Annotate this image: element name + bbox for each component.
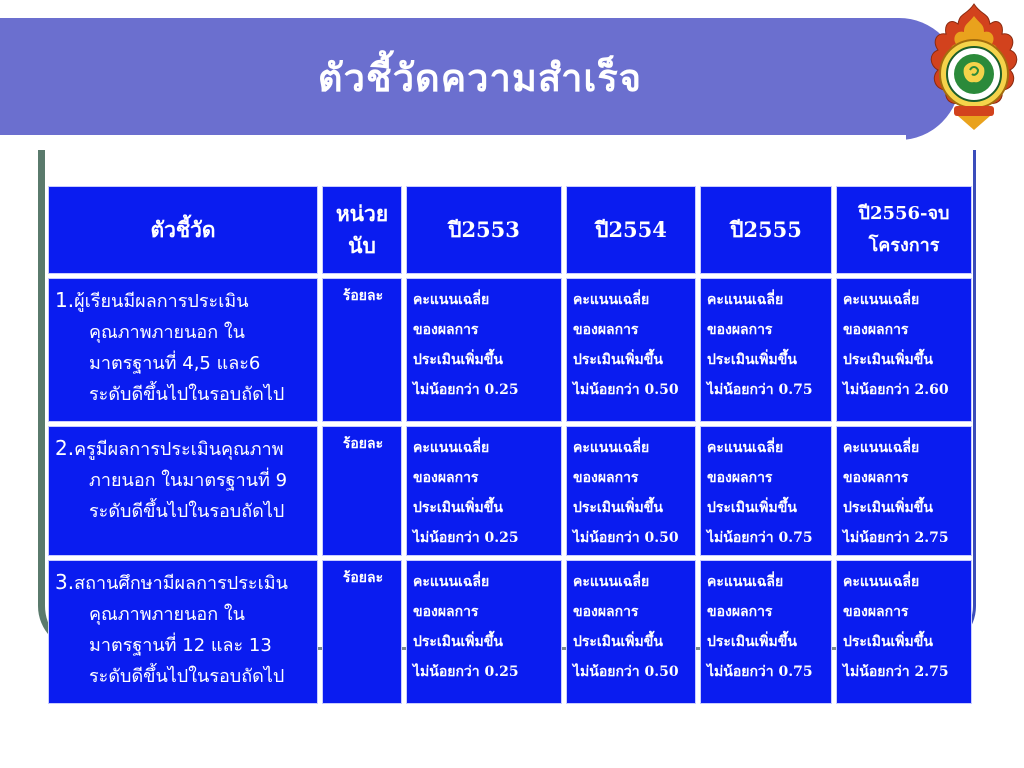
unit-cell: ร้อยละ bbox=[322, 560, 402, 704]
target-line: ไม่น้อยกว่า 0.50 bbox=[573, 382, 679, 398]
target-cell-2553 bbox=[406, 560, 562, 704]
target-line: ประเมินเพิ่มขึ้น bbox=[413, 500, 503, 516]
target-line: ของผลการ bbox=[413, 322, 479, 338]
target-line: ของผลการ bbox=[573, 604, 639, 620]
slide-title: ตัวชี้วัดความสำเร็จ bbox=[317, 55, 643, 100]
target-line: ไม่น้อยกว่า 0.25 bbox=[413, 382, 519, 398]
target-line: ไม่น้อยกว่า 0.25 bbox=[413, 530, 519, 546]
indicator-number: 1. bbox=[55, 288, 75, 312]
header-year-2553: ปี2553 bbox=[406, 186, 562, 274]
table-row bbox=[48, 426, 972, 556]
target-cell-2553 bbox=[406, 426, 562, 556]
indicator-line: ระดับดีขึ้นไปในรอบถัดไป bbox=[89, 501, 285, 522]
indicator-line: ผู้เรียนมีผลการประเมิน bbox=[74, 291, 249, 312]
target-line: ประเมินเพิ่มขึ้น bbox=[843, 500, 933, 516]
indicator-line: คุณภาพภายนอก ใน bbox=[89, 604, 245, 625]
target-line: คะแนนเฉลี่ย bbox=[843, 292, 920, 308]
indicator-cell bbox=[48, 560, 318, 704]
target-line: ประเมินเพิ่มขึ้น bbox=[843, 352, 933, 368]
target-line: คะแนนเฉลี่ย bbox=[843, 440, 920, 456]
target-line: ไม่น้อยกว่า 0.50 bbox=[573, 664, 679, 680]
indicator-line: มาตรฐานที่ 4,5 และ6 bbox=[89, 353, 261, 374]
target-line: ไม่น้อยกว่า 0.25 bbox=[413, 664, 519, 680]
header-year-2555: ปี2555 bbox=[700, 186, 832, 274]
target-cell-2554 bbox=[566, 278, 696, 422]
target-line: ของผลการ bbox=[843, 470, 909, 486]
target-line: ไม่น้อยกว่า 0.50 bbox=[573, 530, 679, 546]
indicator-line: สถานศึกษามีผลการประเมิน bbox=[74, 573, 288, 594]
target-line: ประเมินเพิ่มขึ้น bbox=[707, 634, 797, 650]
target-cell-2556 bbox=[836, 560, 972, 704]
header-year-2556: ปี2556-จบโครงการ bbox=[836, 186, 972, 274]
indicator-line: ระดับดีขึ้นไปในรอบถัดไป bbox=[89, 384, 285, 405]
target-line: คะแนนเฉลี่ย bbox=[413, 292, 490, 308]
target-line: คะแนนเฉลี่ย bbox=[843, 574, 920, 590]
target-line: ประเมินเพิ่มขึ้น bbox=[573, 500, 663, 516]
target-line: ประเมินเพิ่มขึ้น bbox=[843, 634, 933, 650]
target-line: คะแนนเฉลี่ย bbox=[573, 292, 650, 308]
target-line: ของผลการ bbox=[413, 604, 479, 620]
target-line: ของผลการ bbox=[843, 322, 909, 338]
indicator-number: 3. bbox=[55, 570, 75, 594]
indicator-line: ภายนอก ในมาตรฐานที่ 9 bbox=[89, 470, 288, 491]
target-line: คะแนนเฉลี่ย bbox=[573, 574, 650, 590]
target-line: คะแนนเฉลี่ย bbox=[707, 292, 784, 308]
target-line: ประเมินเพิ่มขึ้น bbox=[707, 500, 797, 516]
target-line: ของผลการ bbox=[707, 604, 773, 620]
table-row bbox=[48, 278, 972, 422]
target-cell-2555 bbox=[700, 560, 832, 704]
target-line: คะแนนเฉลี่ย bbox=[413, 440, 490, 456]
header-indicator: ตัวชี้วัด bbox=[48, 186, 318, 274]
target-cell-2555 bbox=[700, 426, 832, 556]
unit-cell: ร้อยละ bbox=[322, 278, 402, 422]
target-line: ประเมินเพิ่มขึ้น bbox=[573, 352, 663, 368]
indicator-line: ระดับดีขึ้นไปในรอบถัดไป bbox=[89, 666, 285, 687]
indicator-cell bbox=[48, 426, 318, 556]
target-line: ของผลการ bbox=[573, 322, 639, 338]
target-line: ของผลการ bbox=[707, 470, 773, 486]
target-line: ไม่น้อยกว่า 0.75 bbox=[707, 382, 813, 398]
indicator-table bbox=[44, 182, 976, 708]
target-cell-2554 bbox=[566, 560, 696, 704]
target-cell-2553 bbox=[406, 278, 562, 422]
indicator-number: 2. bbox=[55, 436, 75, 460]
target-line: ของผลการ bbox=[707, 322, 773, 338]
indicator-line: มาตรฐานที่ 12 และ 13 bbox=[89, 635, 272, 656]
target-line: คะแนนเฉลี่ย bbox=[707, 440, 784, 456]
target-line: ไม่น้อยกว่า 2.75 bbox=[843, 530, 949, 546]
target-cell-2554 bbox=[566, 426, 696, 556]
target-line: คะแนนเฉลี่ย bbox=[413, 574, 490, 590]
unit-cell: ร้อยละ bbox=[322, 426, 402, 556]
target-line: ของผลการ bbox=[413, 470, 479, 486]
indicator-cell bbox=[48, 278, 318, 422]
target-line: ประเมินเพิ่มขึ้น bbox=[413, 352, 503, 368]
target-line: ไม่น้อยกว่า 0.75 bbox=[707, 664, 813, 680]
target-cell-2555 bbox=[700, 278, 832, 422]
target-cell-2556 bbox=[836, 278, 972, 422]
header-unit: หน่วยนับ bbox=[322, 186, 402, 274]
target-line: ไม่น้อยกว่า 2.60 bbox=[843, 382, 949, 398]
table-header-row bbox=[48, 186, 972, 274]
target-line: ของผลการ bbox=[573, 470, 639, 486]
target-line: ประเมินเพิ่มขึ้น bbox=[707, 352, 797, 368]
header-year-2554: ปี2554 bbox=[566, 186, 696, 274]
target-line: คะแนนเฉลี่ย bbox=[707, 574, 784, 590]
target-cell-2556 bbox=[836, 426, 972, 556]
target-line: ไม่น้อยกว่า 0.75 bbox=[707, 530, 813, 546]
indicator-line: ครูมีผลการประเมินคุณภาพ bbox=[74, 439, 284, 460]
target-line: ของผลการ bbox=[843, 604, 909, 620]
title-divider bbox=[0, 135, 906, 140]
target-line: ไม่น้อยกว่า 2.75 bbox=[843, 664, 949, 680]
table-row bbox=[48, 560, 972, 704]
target-line: ประเมินเพิ่มขึ้น bbox=[573, 634, 663, 650]
education-emblem-icon bbox=[924, 2, 1024, 142]
target-line: คะแนนเฉลี่ย bbox=[573, 440, 650, 456]
indicator-line: คุณภาพภายนอก ใน bbox=[89, 322, 245, 343]
target-line: ประเมินเพิ่มขึ้น bbox=[413, 634, 503, 650]
